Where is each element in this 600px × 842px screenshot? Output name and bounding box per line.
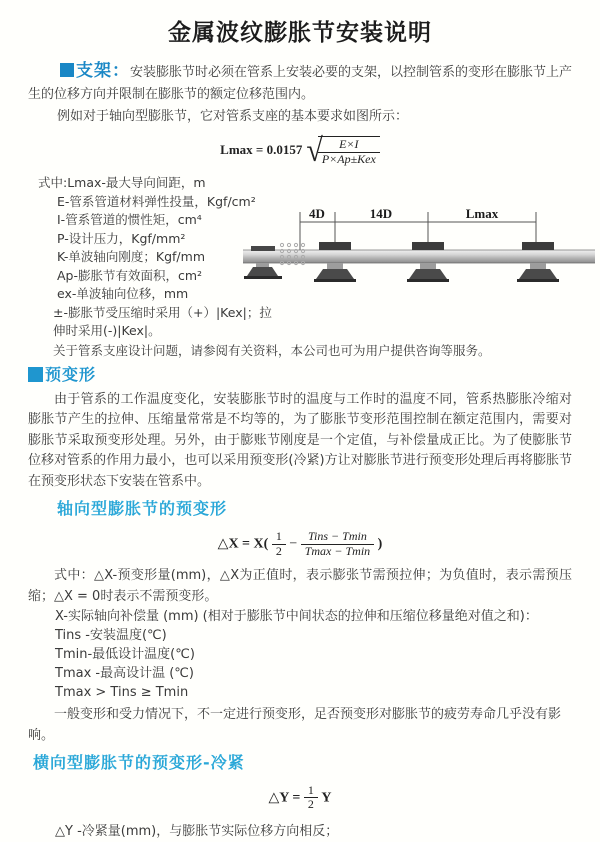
definition-line: I-管系管道的惯性矩，cm⁴ [57, 212, 202, 227]
lmax-formula [28, 134, 572, 168]
axial-subheading: 轴向型膨胀节的预变形 [57, 499, 228, 518]
temp-denominator: Tmax − Tmin [304, 543, 371, 558]
section-support-heading: 支架： [76, 61, 130, 81]
dim-label-lmax: Lmax [465, 206, 499, 221]
half-numerator: 1 [304, 784, 318, 799]
definition-line: 式中:Lmax-最大导向间距，m [38, 175, 206, 190]
temp-definition-line: Tins -安装温度(℃) [55, 627, 167, 643]
axial-note-2: X-实际轴向补偿量 (mm) (相对于膨胀节中间状态的拉伸和压缩位移量绝对值之和)： [55, 608, 538, 624]
page-title: 金属波纹膨胀节安装说明 [168, 20, 432, 46]
formula-definitions-list [28, 174, 278, 341]
definition-line: ±-膨胀节受压缩时采用（+）|Kex|；拉伸时采用(-)|Kex|。 [53, 304, 272, 338]
dx-formula-minus: − [289, 536, 298, 552]
definition-line: P-设计压力，Kgf/mm² [57, 230, 186, 246]
dx-formula-temp-fraction [301, 530, 374, 559]
dx-formula-half-fraction [272, 530, 286, 559]
dx-formula-lhs: △X = X( [217, 536, 269, 552]
dim-label-14d: 14D [369, 206, 393, 221]
axial-note-3: 一般变形和受力情况下，不一定进行预变形，足否预变形对膨胀节的疲劳寿命几乎没有影响。 [28, 706, 562, 743]
dy-formula-half-fraction [304, 784, 318, 813]
lmax-formula-denominator: P×Ap±Kex [321, 151, 376, 166]
predeform-paragraph: 由于管系的工作温度变化，安装膨胀节时的温度与工作时的温度不同，管系热膨胀冷缩对膨胀节产生的拉伸、压缩量常常是不均等的，为了膨胀节变形范围控制在额定范围内，需要对膨胀节采取预变形处理。另外，由于膨账节刚度是一个定值，与补偿量成正比。为了使膨胀节位移对管系的作用力最小，也可以采用预变形(冷紧)方让对膨胀节进行预变形处理后再将膨胀节在预变形状态下安装在管系中。 [28, 391, 572, 489]
document-page [0, 14, 600, 840]
half-numerator: 1 [272, 530, 286, 545]
temp-numerator: Tins − Tmin [301, 530, 374, 545]
axial-note-1: 式中：△X-预变形量(mm)，△X为正值时，表示膨张节需预拉伸；为负值时，表示需预压缩；△X = 0时表示不需预变形。 [28, 567, 572, 604]
lateral-subheading: 横向型膨胀节的预变形-冷紧 [33, 752, 245, 772]
dy-formula-lhs: △Y = [268, 790, 301, 806]
definition-line: ex-单波轴向位移，mm [57, 286, 189, 301]
temp-definition-line: Tmax -最高设计温 (℃) [55, 665, 194, 681]
lmax-formula-lhs: Lmax = 0.0157 [220, 141, 303, 157]
dx-formula-rhs: ) [377, 536, 383, 552]
half-denominator: 2 [275, 543, 282, 558]
consult-note: 关于管系支座设计问题，请参阅有关资料，本公司也可为用户提供咨询等服务。 [53, 342, 491, 358]
sqrt-radical: √ [306, 132, 323, 169]
section-marker-icon [60, 63, 74, 77]
definition-line: Ap-膨胀节有效面积，cm² [57, 267, 203, 283]
lmax-formula-numerator: E×I [318, 138, 380, 153]
pipe-support-diagram [243, 206, 595, 286]
section-predeform-heading-row [28, 364, 572, 386]
delta-x-formula [28, 530, 572, 559]
half-denominator: 2 [307, 797, 314, 812]
definition-line: E-管系管道材料弹性投量，Kgf/cm² [57, 193, 256, 209]
temp-definition-line: Tmax > Tins ≥ Tmin [55, 684, 189, 700]
delta-y-formula [28, 784, 572, 813]
section-marker-icon [28, 367, 43, 382]
dim-label-4d: 4D [309, 206, 325, 221]
support-example-line: 例如对于轴向型膨胀节，它对管系支座的基本要求如图所示： [57, 109, 409, 124]
temp-definition-line: Tmin-最低设计温度(℃) [55, 646, 195, 662]
lateral-note: △Y -冷紧量(mm)，与膨胀节实际位移方向相反； [55, 824, 339, 840]
support-intro-text: 安装膨胀节时必须在管系上安装必要的支架，以控制管系的变形在膨胀节上产生的位移方向并限制在膨胀节的额定位移范围内。 [28, 65, 573, 102]
section-predeform-heading: 预变形 [45, 364, 97, 384]
support-intro-paragraph [28, 60, 572, 106]
definition-line: K-单波轴向刚度；Kgf/mm [57, 249, 205, 264]
dy-formula-rhs: Y [321, 790, 332, 806]
